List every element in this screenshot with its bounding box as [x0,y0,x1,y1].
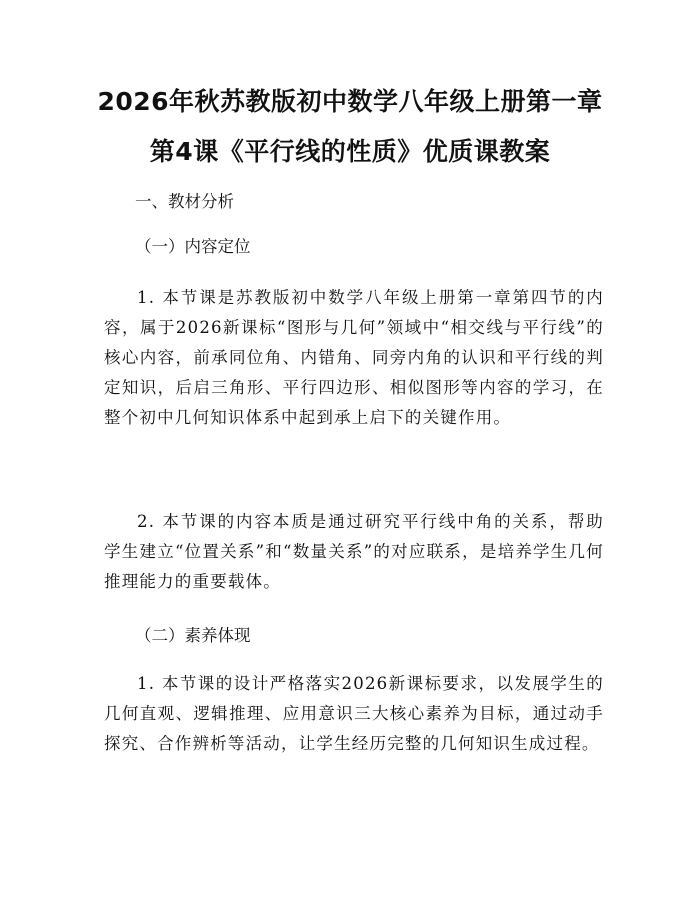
document-title-line-2: 第4课《平行线的性质》优质课教案 [149,137,551,166]
paragraph-content-positioning-1: 1. 本节课是苏教版初中数学八年级上册第一章第四节的内容，属于2026新课标“图形与几何”领域中“相交线与平行线”的核心内容，前承同位角、内错角、同旁内角的认识和平行线的判定知识，后启三角形、平行四边形、相似图形等内容的学习，在整个初中几何知识体系中起到承上启下的关键作用。 [104,288,604,427]
subsection-heading-content-positioning: （一）内容定位 [135,237,251,256]
paragraph-content-positioning-2: 2. 本节课的内容本质是通过研究平行线中角的关系，帮助学生建立“位置关系”和“数量关系”的对应联系，是培养学生几何推理能力的重要载体。 [104,512,604,591]
section-heading-textbook-analysis: 一、教材分析 [135,192,234,211]
document-title-line-1: 2026年秋苏教版初中数学八年级上册第一章 [97,87,603,116]
subsection-heading-literacy: （二）素养体现 [135,626,251,645]
paragraph-literacy-1: 1. 本节课的设计严格落实2026新课标要求，以发展学生的几何直观、逻辑推理、应用意识三大核心素养为目标，通过动手探究、合作辨析等活动，让学生经历完整的几何知识生成过程。 [104,674,604,753]
